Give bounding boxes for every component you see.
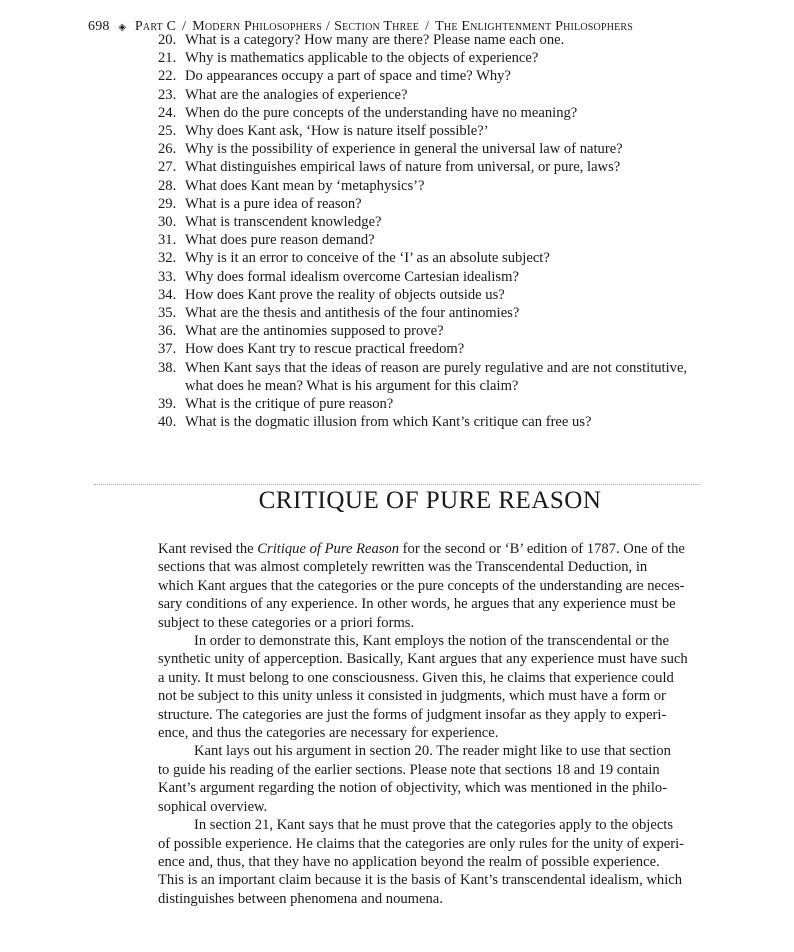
question-number: 33. [158, 268, 177, 285]
text-run: sary conditions of any experience. In other words, he argues that any experience must be [158, 596, 676, 613]
question-item [158, 158, 705, 176]
paragraph [158, 742, 703, 816]
header-section-3: The Enlightenment Philosophers [435, 19, 634, 34]
question-text: Why is the possibility of experience in general the universal law of nature? [185, 141, 623, 158]
question-number: 32. [158, 250, 177, 267]
ornament-icon: ◈ [118, 22, 127, 33]
text-run: Kant’s argument regarding the notion of objectivity, which was mentioned in the philo- [158, 780, 668, 797]
question-number: 40. [158, 414, 177, 431]
question-item [158, 304, 705, 322]
text-line [158, 595, 703, 613]
question-text: What does Kant mean by ‘metaphysics’? [185, 177, 425, 194]
question-text: What is transcendent knowledge? [185, 214, 382, 231]
question-number: 35. [158, 305, 177, 322]
text-run: Kant revised the [158, 541, 258, 557]
question-number: 20. [158, 32, 177, 48]
text-run: not be subject to this unity unless it consisted in judgments, which must have a form or [158, 688, 666, 705]
question-number: 27. [158, 159, 177, 176]
question-number: 37. [158, 341, 177, 358]
paragraph [158, 816, 703, 908]
question-item [158, 340, 705, 358]
question-item [158, 67, 705, 85]
text-line [158, 724, 703, 742]
question-text: Why is mathematics applicable to the objects of experience? [185, 50, 539, 67]
question-item [158, 249, 705, 267]
question-item [158, 322, 705, 340]
section-body [158, 540, 703, 908]
question-text: What are the thesis and antithesis of the four antinomies? [185, 305, 520, 322]
question-number: 23. [158, 86, 177, 103]
text-line [158, 761, 703, 779]
question-item [158, 395, 705, 413]
text-line [158, 669, 703, 687]
study-questions-list [158, 31, 705, 431]
question-number: 34. [158, 286, 177, 303]
question-number: 25. [158, 123, 177, 140]
question-number: 28. [158, 177, 177, 194]
text-line [158, 558, 703, 576]
running-header: 698 ◈ Part C / Modern Philosophers / Section Three / The Enlightenment Philosophers [88, 19, 634, 34]
text-line [158, 614, 703, 632]
question-item [158, 177, 705, 195]
question-item [158, 140, 705, 158]
text-run: In section 21, Kant says that he must prove that the categories apply to the objects [194, 817, 674, 834]
question-text: What distinguishes empirical laws of nature from universal, or pure, laws? [185, 159, 621, 176]
text-line [158, 540, 703, 558]
question-item [158, 31, 705, 49]
question-number: 21. [158, 50, 177, 67]
question-number: 36. [158, 323, 177, 340]
question-text: Why does Kant ask, ‘How is nature itself possible?’ [185, 123, 489, 140]
question-text: What does pure reason demand? [185, 232, 375, 249]
text-run: distinguishes between phenomena and noumena. [158, 890, 443, 907]
question-text: How does Kant try to rescue practical freedom? [185, 341, 465, 358]
question-number: 30. [158, 214, 177, 231]
page-number: 698 [88, 19, 110, 34]
question-number: 31. [158, 232, 177, 249]
text-run: for the second or ‘B’ edition of 1787. One of the [399, 541, 685, 557]
question-item [158, 413, 705, 431]
text-line [158, 853, 703, 871]
text-run: sophical overview. [158, 798, 268, 815]
text-line [158, 816, 703, 834]
text-run: synthetic unity of apperception. Basically, Kant argues that any experience must have such [158, 651, 688, 668]
question-item [158, 359, 705, 395]
question-text: What is the critique of pure reason? [185, 396, 394, 413]
question-item [158, 49, 705, 67]
text-line [158, 871, 703, 889]
question-item [158, 213, 705, 231]
header-section-2: Section Three [334, 19, 420, 34]
question-text: When Kant says that the ideas of reason are purely regulative and are not constitutive, what does he mean? What is his argument for this claim? [185, 359, 688, 394]
question-item [158, 122, 705, 140]
text-run: ence, and thus the categories are necessary for experience. [158, 725, 499, 742]
text-line [158, 835, 703, 853]
section-divider [94, 484, 700, 485]
text-line [158, 798, 703, 816]
text-run: of possible experience. He claims that the categories are only rules for the unity of experi- [158, 835, 684, 852]
question-text: When do the pure concepts of the understanding have no meaning? [185, 104, 578, 121]
text-line [158, 687, 703, 705]
header-section-1: Modern Philosophers [192, 19, 323, 34]
question-number: 24. [158, 104, 177, 121]
question-item [158, 86, 705, 104]
section-title: CRITIQUE OF PURE REASON [258, 487, 602, 514]
question-item [158, 195, 705, 213]
text-run: structure. The categories are just the forms of judgment insofar as they apply to experi- [158, 706, 667, 723]
text-run: which Kant argues that the categories or the pure concepts of the understanding are neces- [158, 577, 685, 594]
question-text: What is a pure idea of reason? [185, 195, 362, 212]
question-text: How does Kant prove the reality of objects outside us? [185, 286, 505, 303]
question-item [158, 268, 705, 286]
header-part: Part C [134, 19, 177, 34]
text-line [158, 779, 703, 797]
question-text: Do appearances occupy a part of space and time? Why? [185, 68, 511, 85]
text-run: This is an important claim because it is the basis of Kant’s transcendental idealism, which [158, 872, 683, 889]
text-run: sections that was almost completely rewritten was the Transcendental Deduction, in [158, 559, 648, 576]
text-run: Kant lays out his argument in section 20. The reader might like to use that section [194, 743, 671, 760]
question-number: 38. [158, 359, 177, 376]
question-text: What is the dogmatic illusion from which Kant’s critique can free us? [185, 414, 592, 431]
question-text: Why does formal idealism overcome Cartesian idealism? [185, 268, 519, 285]
text-line [158, 890, 703, 908]
paragraph [158, 632, 703, 742]
text-line [158, 706, 703, 724]
text-run: a unity. It must belong to one consciousness. Given this, he claims that experience could [158, 669, 674, 686]
question-text: What are the analogies of experience? [185, 86, 408, 103]
question-number: 26. [158, 141, 177, 158]
book-title: Critique of Pure Reason [257, 541, 400, 557]
question-text: What are the antinomies supposed to prove? [185, 323, 444, 340]
text-line [158, 742, 703, 760]
text-line [158, 632, 703, 650]
text-run: In order to demonstrate this, Kant employs the notion of the transcendental or the [194, 633, 669, 650]
question-item [158, 231, 705, 249]
question-number: 29. [158, 195, 177, 212]
question-text: Why is it an error to conceive of the ‘I’ as an absolute subject? [185, 250, 550, 267]
question-item [158, 104, 705, 122]
text-line [158, 577, 703, 595]
question-text: What is a category? How many are there? Please name each one. [185, 32, 565, 48]
question-number: 22. [158, 68, 177, 85]
text-run: subject to these categories or a priori forms. [158, 614, 415, 631]
question-item [158, 286, 705, 304]
paragraph [158, 540, 703, 632]
text-run: ence and, thus, that they have no application beyond the realm of possible experience. [158, 853, 660, 870]
question-number: 39. [158, 396, 177, 413]
text-run: to guide his reading of the earlier sections. Please note that sections 18 and 19 contain [158, 761, 660, 778]
text-line [158, 650, 703, 668]
